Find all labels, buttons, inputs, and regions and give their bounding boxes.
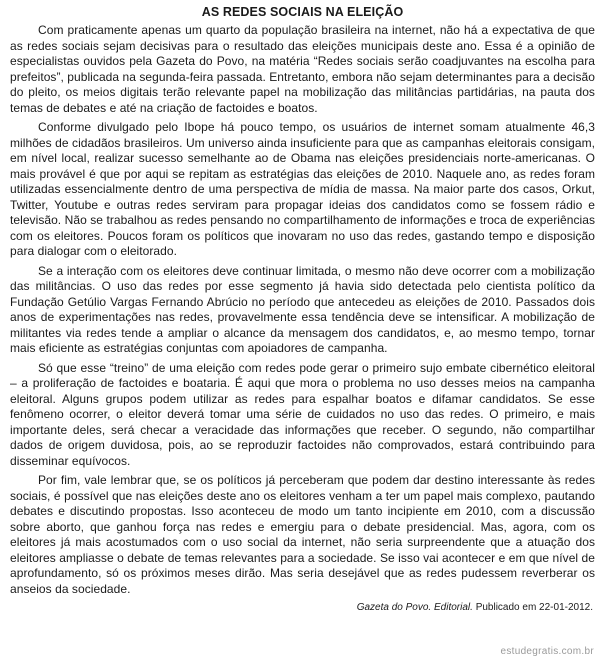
paragraph-4: Só que esse “treino” de uma eleição com redes pode gerar o primeiro sujo embate cibernético eleitoral – a proliferação de factoides e boataria. É aqui que mora o problema no uso desses meios na campanha eleitoral. Alguns grupos podem utilizar as redes para espalhar boatos e difamar candidatos. Se esse fenômeno ocorrer, o eleitor deverá tomar uma série de cuidados no uso das redes. O primeiro, e mais importante deles, será checar a veracidade das informações que receber. O segundo, não compartilhar dados de origem duvidosa, pois, ao se reproduzir factoides não comprovados, estará contribuindo para disseminar equívocos. bbox=[10, 360, 595, 468]
source-citation bbox=[10, 601, 595, 615]
source-publication: Gazeta do Povo. Editorial. bbox=[356, 602, 473, 613]
paragraph-3: Se a interação com os eleitores deve continuar limitada, o mesmo não deve ocorrer com a mobilização das militâncias. O uso das redes por esse segmento já havia sido detectada pelo cientista político da Fundação Getúlio Vargas Fernando Abrúcio no período que antecedeu as eleições de 2010. Passados dois anos de experimentações nas redes, provavelmente essa tendência deve se intensificar. A mobilização de militantes via redes tende a ampliar o alcance da mensagem dos candidatos, e, ao mesmo tempo, tornar mais eficiente as estratégias conjuntas com apoiadores de campanha. bbox=[10, 263, 595, 355]
paragraph-1: Com praticamente apenas um quarto da população brasileira na internet, não há a expectativa de que as redes sociais sejam decisivas para o resultado das eleições municipais deste ano. Essa é a opinião de especialistas ouvidos pela Gazeta do Povo, na matéria “Redes sociais serão coadjuvantes na escolha para prefeitos”, publicada na segunda-feira passada. Entretanto, embora não sejam determinantes para a decisão do pleito, os meios digitais terão relevante papel na mobilização das militâncias partidárias, na pauta dos temas de debates e até na criação de factoides e boatos. bbox=[10, 23, 595, 115]
source-date: Publicado em 22-01-2012. bbox=[475, 602, 593, 613]
paragraph-5: Por fim, vale lembrar que, se os políticos já perceberam que podem dar destino interessante às redes sociais, é possível que nas eleições deste ano os eleitores venham a ter um papel mais complexo, pautando debates e discutindo propostas. Isso aconteceu de modo um tanto incipiente em 2010, com a discussão sobre aborto, que ganhou força nas redes e emergiu para o debate presidencial. Mas, agora, com os eleitores já mais acostumados com o uso social da internet, não seria surpreendente que a atuação dos eleitores ampliasse o debate de temas relevantes para a sociedade. Se isso vai acontecer e em que nível de aprofundamento, só os próximos meses dirão. Mas seria desejável que as redes pudessem reverberar os anseios da sociedade. bbox=[10, 473, 595, 596]
page-title: AS REDES SOCIAIS NA ELEIÇÃO bbox=[201, 5, 404, 19]
site-watermark: estudegratis.com.br bbox=[500, 646, 594, 657]
paragraph-2: Conforme divulgado pelo Ibope há pouco tempo, os usuários de internet somam atualmente 46,3 milhões de cidadãos brasileiros. Um universo ainda insuficiente para que as campanhas eleitorais consigam, em nível local, realizar sucesso semelhante ao de Obama nas eleições presidenciais norte-americanas. O mais provável é que por aqui se repitam as estratégias das eleições de 2010. Naquele ano, as redes foram utilizadas essencialmente dentro de uma perspectiva de mídia de massa. Na maior parte dos casos, Orkut, Twitter, Youtube e outras redes serviram para propagar ideias dos candidatos como se fossem rádio e televisão. Não se trabalhou as redes pensando no compartilhamento de informações e troca de experiências com os eleitores. Poucos foram os políticos que inovaram no uso das redes, gastando tempo e disposição para dialogar com o eleitorado. bbox=[10, 120, 595, 258]
document-page bbox=[10, 4, 595, 615]
